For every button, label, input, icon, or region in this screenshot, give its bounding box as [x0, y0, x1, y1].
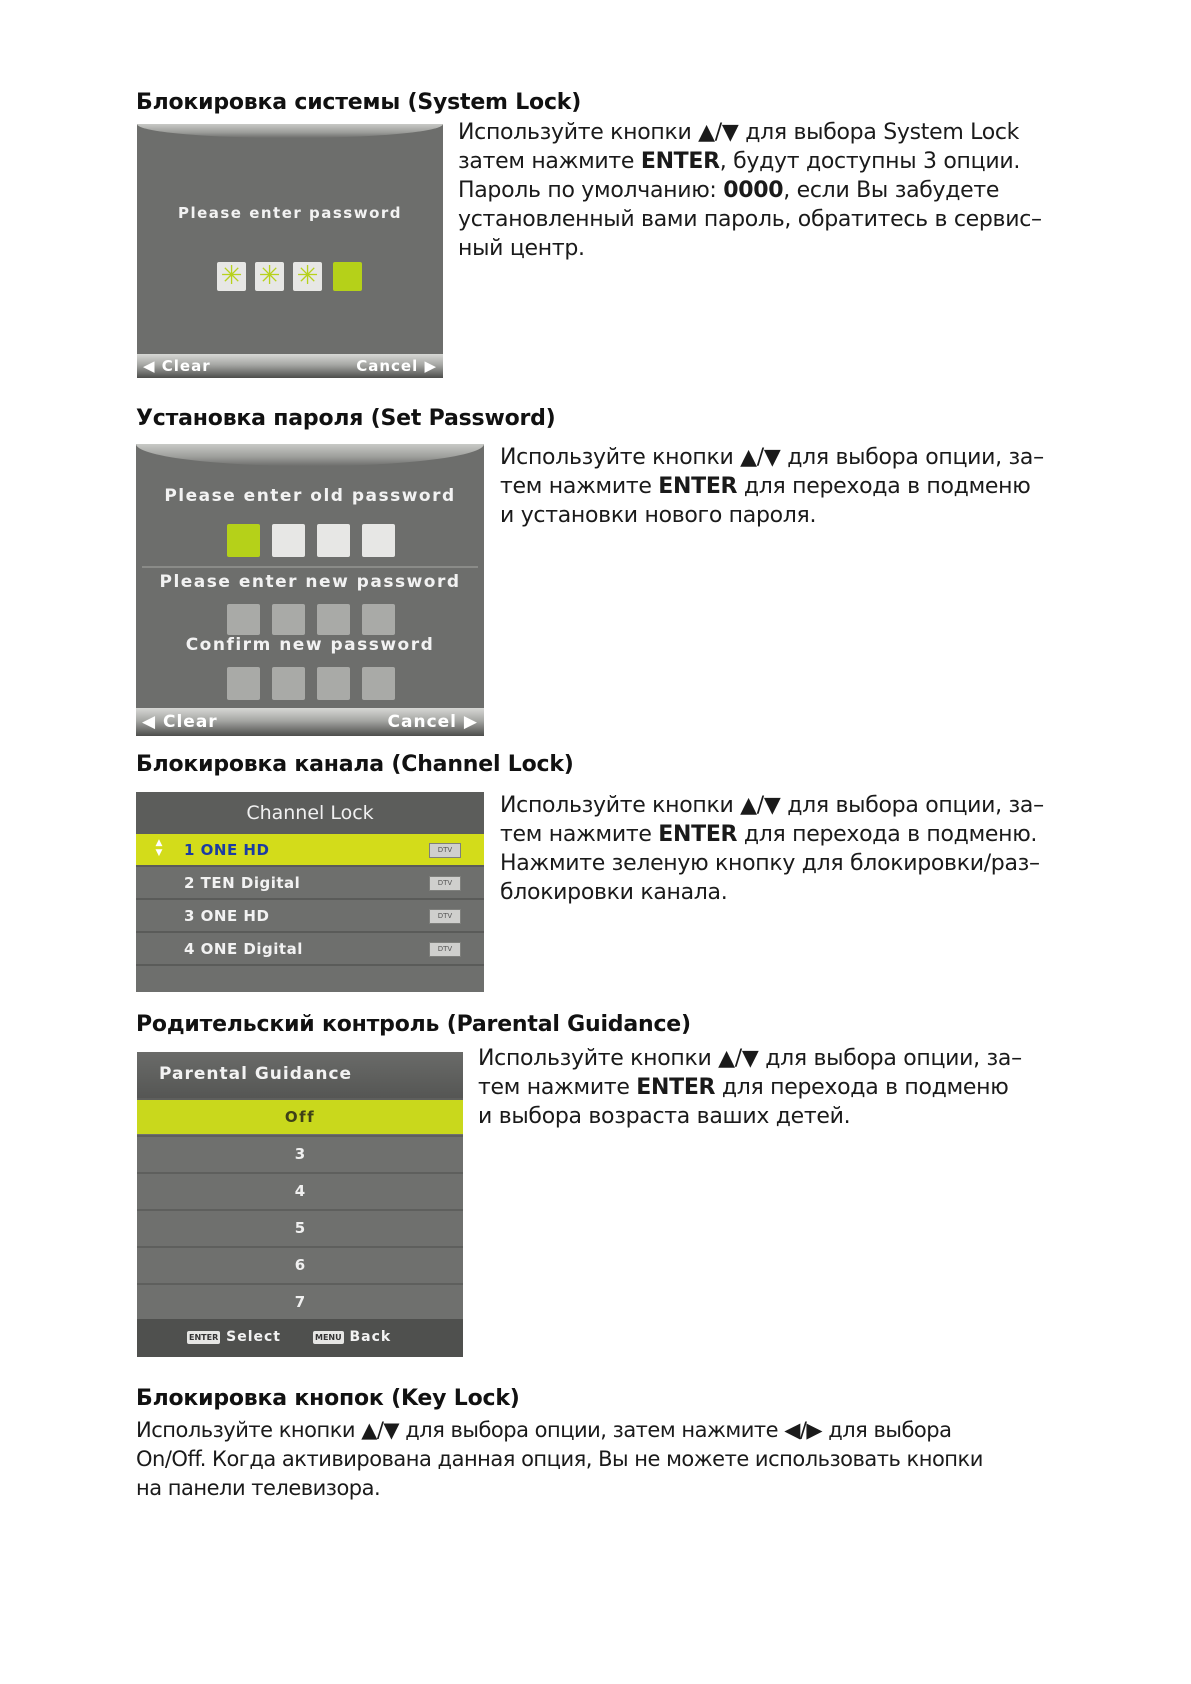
- text-line: тем нажмите ENTER для перехода в подменю.: [500, 822, 1038, 847]
- dtv-badge: DTV: [429, 843, 461, 858]
- key-lock-heading: Блокировка кнопок (Key Lock): [136, 1386, 520, 1411]
- confirm-password-digit-4[interactable]: [362, 667, 395, 700]
- text-line: тем нажмите ENTER для перехода в подменю: [500, 474, 1031, 499]
- text-line: тем нажмите ENTER для перехода в подменю: [478, 1075, 1009, 1100]
- channel-lock-heading: Блокировка канала (Channel Lock): [136, 752, 574, 777]
- old-password-digit-2[interactable]: [272, 524, 305, 557]
- password-digit-1[interactable]: ✳: [217, 262, 246, 291]
- confirm-password-digit-3[interactable]: [317, 667, 350, 700]
- parental-option[interactable]: 6: [137, 1246, 463, 1282]
- password-digit-2[interactable]: ✳: [255, 262, 284, 291]
- channel-row[interactable]: [136, 867, 484, 900]
- channel-row[interactable]: [136, 900, 484, 933]
- dtv-badge: DTV: [429, 909, 461, 924]
- screen-footer: [137, 354, 443, 378]
- password-digit-4-active[interactable]: [333, 262, 362, 291]
- parental-text: [478, 1044, 1060, 1131]
- channel-name: 3 ONE HD: [184, 907, 270, 925]
- set-password-text: [500, 443, 1060, 530]
- new-password-digit-2[interactable]: [272, 604, 305, 635]
- parental-title: Parental Guidance: [159, 1064, 353, 1084]
- text-line: на панели телевизора.: [136, 1476, 381, 1500]
- dtv-badge: DTV: [429, 942, 461, 957]
- new-password-digit-1[interactable]: [227, 604, 260, 635]
- parental-option[interactable]: 3: [137, 1135, 463, 1171]
- parental-option[interactable]: 7: [137, 1283, 463, 1319]
- parental-option[interactable]: 5: [137, 1209, 463, 1245]
- text-line: и установки нового пароля.: [500, 503, 817, 528]
- confirm-password-digit-1[interactable]: [227, 667, 260, 700]
- text-line: затем нажмите ENTER, будут доступны 3 опции.: [458, 149, 1021, 174]
- channel-name: 1 ONE HD: [184, 841, 270, 859]
- text-line: Нажмите зеленую кнопку для блокировки/раз–: [500, 851, 1040, 876]
- parental-heading: Родительский контроль (Parental Guidance): [136, 1012, 691, 1037]
- channel-lock-title: Channel Lock: [136, 792, 484, 834]
- text-line: блокировки канала.: [500, 880, 728, 905]
- text-line: и выбора возраста ваших детей.: [478, 1104, 851, 1129]
- back-label: Back: [349, 1329, 392, 1345]
- old-password-prompt: Please enter old password: [164, 486, 456, 506]
- screen-top-bevel: [137, 124, 443, 138]
- back-hint[interactable]: [313, 1329, 391, 1345]
- text-line: Используйте кнопки ▲/▼ для выбора опции, за–: [500, 793, 1044, 818]
- parental-option[interactable]: 4: [137, 1172, 463, 1208]
- new-password-digit-3[interactable]: [317, 604, 350, 635]
- menu-key-icon: MENU: [315, 1332, 342, 1342]
- divider: [142, 566, 478, 568]
- cancel-button[interactable]: Cancel ▶: [387, 712, 478, 732]
- password-digit-3[interactable]: ✳: [293, 262, 322, 291]
- key-lock-text: [136, 1416, 1060, 1503]
- parental-option-off[interactable]: Off: [137, 1098, 463, 1134]
- up-down-icon: ▲▼: [154, 838, 164, 858]
- system-lock-screen: [137, 124, 443, 378]
- text-line: Используйте кнопки ▲/▼ для выбора опции, затем нажмите ◀/▶ для выбора: [136, 1418, 952, 1442]
- new-password-digit-4[interactable]: [362, 604, 395, 635]
- old-password-digit-1-active[interactable]: [227, 524, 260, 557]
- dtv-badge: DTV: [429, 876, 461, 891]
- confirm-password-digit-2[interactable]: [272, 667, 305, 700]
- text-line: установленный вами пароль, обратитесь в сервис–: [458, 207, 1042, 232]
- select-label: Select: [226, 1329, 281, 1345]
- channel-name: 4 ONE Digital: [184, 940, 303, 958]
- set-password-screen: [136, 444, 484, 736]
- cancel-button[interactable]: Cancel ▶: [356, 357, 437, 375]
- text-line: Пароль по умолчанию: 0000, если Вы забудете: [458, 178, 1000, 203]
- text-line: On/Off. Когда активирована данная опция, Вы не можете использовать кнопки: [136, 1447, 983, 1471]
- screen-footer: [136, 708, 484, 736]
- parental-title-bar: [137, 1052, 463, 1098]
- old-password-digit-4[interactable]: [362, 524, 395, 557]
- old-password-digit-3[interactable]: [317, 524, 350, 557]
- channel-lock-screen: [136, 792, 484, 992]
- set-password-heading: Установка пароля (Set Password): [136, 406, 556, 431]
- screen-top-bevel: [136, 444, 484, 466]
- text-line: Используйте кнопки ▲/▼ для выбора опции, за–: [478, 1046, 1022, 1071]
- parental-screen: [137, 1052, 463, 1357]
- system-lock-text: [458, 118, 1058, 263]
- confirm-password-prompt: Confirm new password: [185, 635, 435, 655]
- channel-name: 2 TEN Digital: [184, 874, 301, 892]
- enter-key-icon: ENTER: [189, 1332, 219, 1342]
- system-lock-heading: Блокировка системы (System Lock): [136, 90, 582, 115]
- text-line: Используйте кнопки ▲/▼ для выбора опции, за–: [500, 445, 1044, 470]
- parental-footer: [137, 1319, 463, 1357]
- clear-button[interactable]: ◀ Clear: [142, 712, 218, 732]
- text-line: Используйте кнопки ▲/▼ для выбора System Lock: [458, 120, 1020, 145]
- password-prompt: Please enter password: [177, 204, 403, 222]
- channel-row-selected[interactable]: [136, 834, 484, 867]
- select-hint[interactable]: [187, 1329, 281, 1345]
- clear-button[interactable]: ◀ Clear: [143, 357, 211, 375]
- text-line: ный центр.: [458, 236, 585, 261]
- channel-row[interactable]: [136, 933, 484, 966]
- new-password-prompt: Please enter new password: [159, 572, 461, 592]
- channel-lock-text: [500, 791, 1060, 907]
